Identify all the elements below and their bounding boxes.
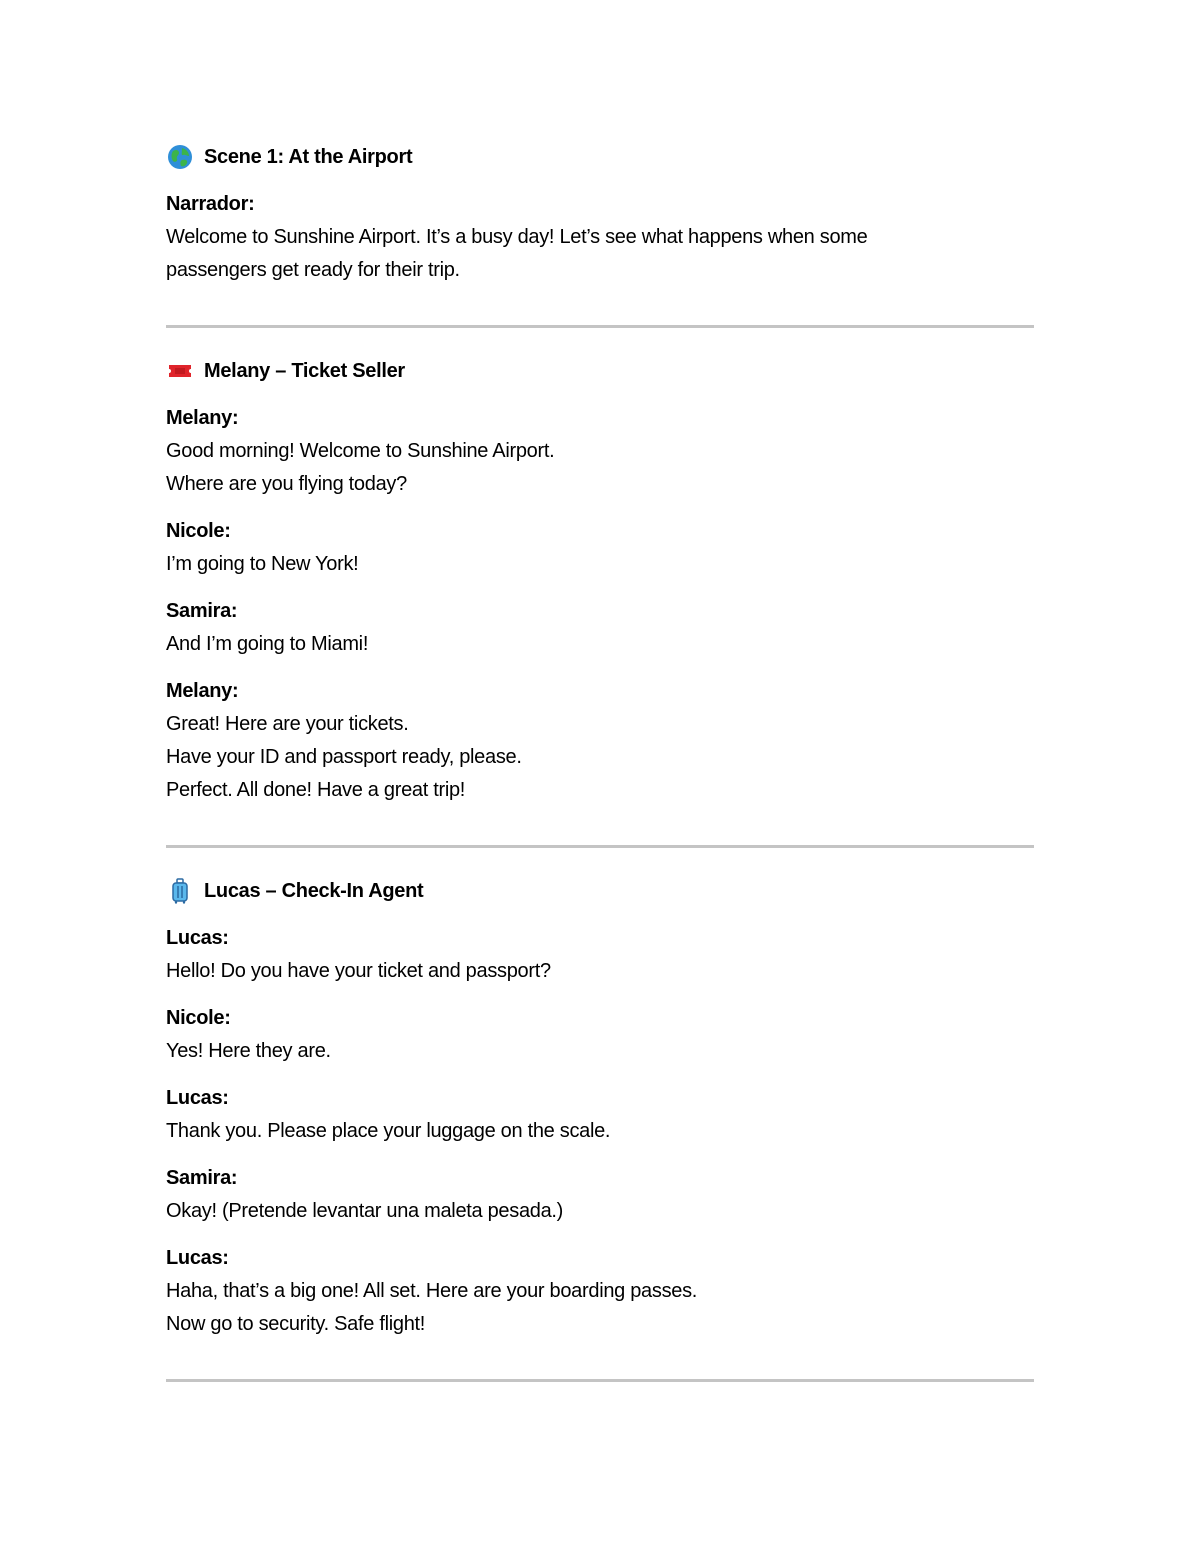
dialogue-line: Perfect. All done! Have a great trip! xyxy=(166,779,466,801)
dialogue-block xyxy=(166,515,1034,581)
ticket-icon xyxy=(166,357,194,385)
dialogue-line: Have your ID and passport ready, please. xyxy=(166,746,522,768)
dialogue-line: Okay! (Pretende levantar una maleta pesada.) xyxy=(166,1200,564,1222)
dialogue-block xyxy=(166,1002,1034,1068)
dialogue-line: And I’m going to Miami! xyxy=(166,633,369,655)
dialogue-block xyxy=(166,922,1034,988)
document-page xyxy=(166,140,1034,1408)
section-heading-text: Scene 1: At the Airport xyxy=(204,145,413,168)
scene-section xyxy=(166,140,1034,287)
dialogue-line: Hello! Do you have your ticket and passport? xyxy=(166,960,551,982)
dialogue-line: Welcome to Sunshine Airport. It’s a busy day! Let’s see what happens when some xyxy=(166,226,868,248)
speaker-label: Lucas: xyxy=(166,1247,229,1269)
dialogue-line: I’m going to New York! xyxy=(166,553,359,575)
luggage-icon xyxy=(166,877,194,905)
dialogue-line: Yes! Here they are. xyxy=(166,1040,331,1062)
dialogue-line: Thank you. Please place your luggage on the scale. xyxy=(166,1120,611,1142)
section-heading xyxy=(166,354,1034,388)
dialogue-block xyxy=(166,1162,1034,1228)
scene-section xyxy=(166,354,1034,807)
section-heading-text: Melany – Ticket Seller xyxy=(204,359,405,382)
dialogue-line: Now go to security. Safe flight! xyxy=(166,1313,426,1335)
horizontal-rule xyxy=(166,1379,1034,1382)
section-heading xyxy=(166,140,1034,174)
dialogue-block xyxy=(166,402,1034,501)
speaker-label: Nicole: xyxy=(166,520,231,542)
dialogue-line: Great! Here are your tickets. xyxy=(166,713,409,735)
section-heading-text: Lucas – Check-In Agent xyxy=(204,879,424,902)
speaker-label: Samira: xyxy=(166,600,238,622)
dialogue-line: Good morning! Welcome to Sunshine Airport. xyxy=(166,440,555,462)
dialogue-line: passengers get ready for their trip. xyxy=(166,259,460,281)
dialogue-block xyxy=(166,675,1034,807)
speaker-label: Lucas: xyxy=(166,1087,229,1109)
speaker-label: Lucas: xyxy=(166,927,229,949)
speaker-label: Samira: xyxy=(166,1167,238,1189)
speaker-label: Nicole: xyxy=(166,1007,231,1029)
dialogue-block xyxy=(166,1082,1034,1148)
dialogue-block xyxy=(166,188,1034,287)
speaker-label: Narrador: xyxy=(166,193,255,215)
dialogue-line: Where are you flying today? xyxy=(166,473,407,495)
horizontal-rule xyxy=(166,845,1034,848)
horizontal-rule xyxy=(166,325,1034,328)
dialogue-block xyxy=(166,1242,1034,1341)
globe-icon xyxy=(166,143,194,171)
section-heading xyxy=(166,874,1034,908)
dialogue-block xyxy=(166,595,1034,661)
scene-section xyxy=(166,874,1034,1341)
dialogue-line: Haha, that’s a big one! All set. Here are your boarding passes. xyxy=(166,1280,698,1302)
speaker-label: Melany: xyxy=(166,407,239,429)
speaker-label: Melany: xyxy=(166,680,239,702)
